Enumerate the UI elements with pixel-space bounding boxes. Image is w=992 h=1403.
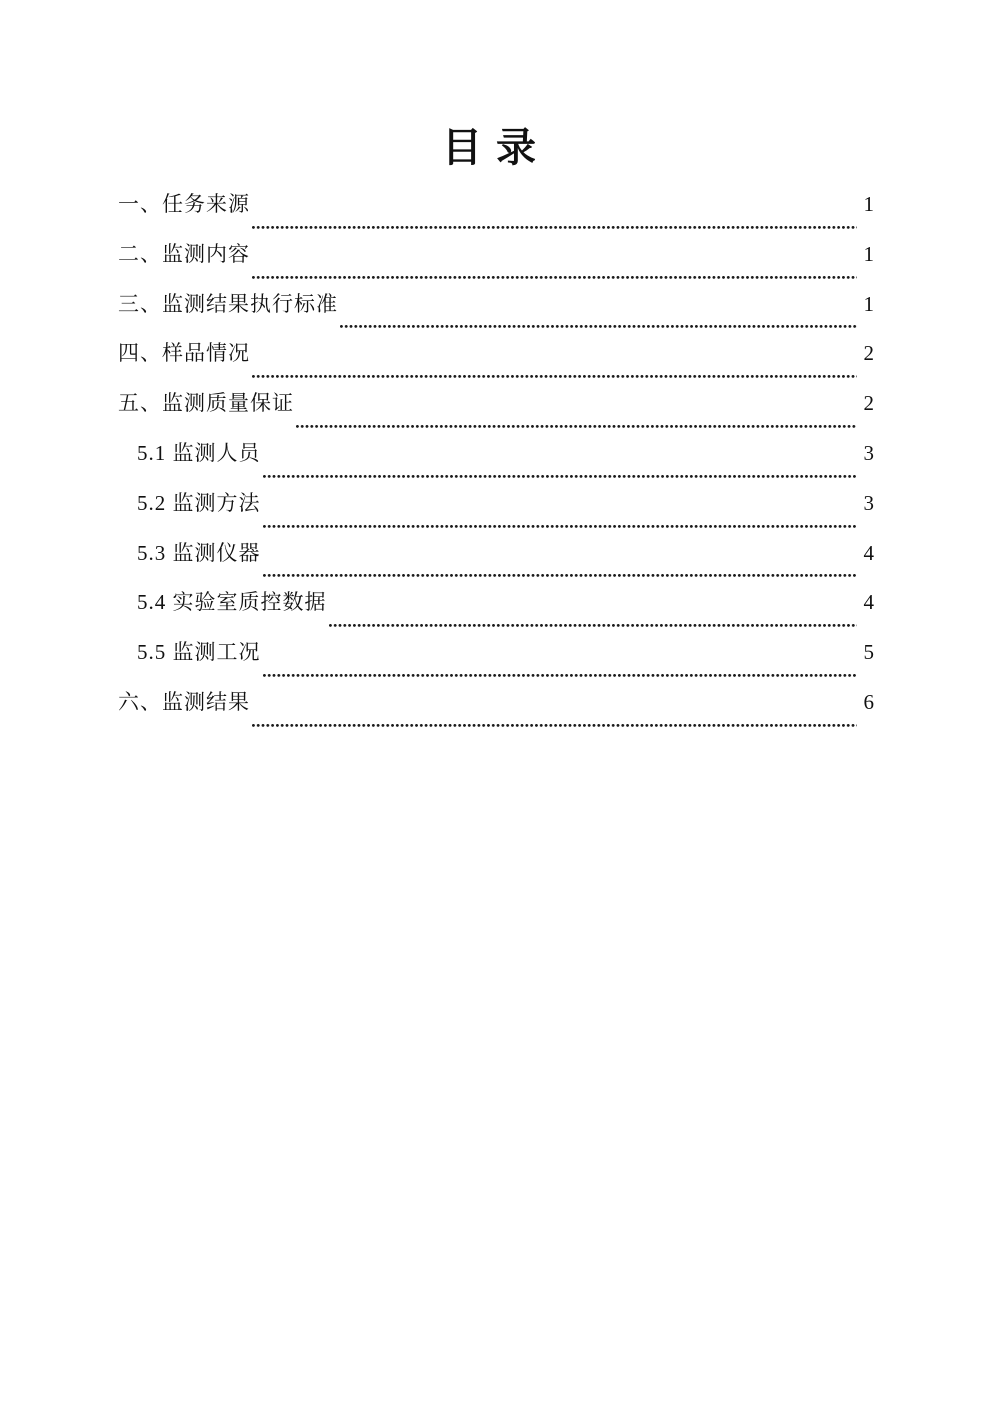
toc-page-number: 1	[863, 291, 874, 316]
toc-entry-label[interactable]: 四、样品情况	[118, 341, 250, 366]
toc-entry-label[interactable]: 5.4 实验室质控数据	[137, 590, 327, 615]
toc-entry-label[interactable]: 六、监测结果	[118, 689, 250, 714]
dotted-leader	[263, 674, 858, 677]
toc-entry-label[interactable]: 一、任务来源	[118, 192, 250, 216]
toc-entry-label[interactable]: 二、监测内容	[118, 241, 250, 266]
table-of-contents	[118, 188, 874, 736]
dotted-leader	[252, 276, 857, 279]
dotted-leader	[263, 574, 858, 577]
dotted-leader	[263, 475, 858, 478]
toc-page-number: 1	[863, 241, 874, 266]
toc-entry[interactable]	[118, 537, 874, 587]
toc-entry-label[interactable]: 三、监测结果执行标准	[118, 291, 338, 316]
page-title: 目录	[442, 125, 550, 170]
toc-page-number: 3	[863, 440, 874, 465]
dotted-leader	[252, 226, 857, 229]
dotted-leader	[263, 525, 858, 528]
toc-entry[interactable]	[118, 636, 874, 686]
dotted-leader	[329, 624, 858, 627]
toc-page-number: 1	[863, 192, 874, 216]
toc-page-number: 6	[863, 689, 874, 714]
toc-entry-label[interactable]: 5.2 监测方法	[137, 490, 261, 515]
dotted-leader	[252, 724, 857, 727]
dotted-leader	[296, 425, 857, 428]
toc-entry[interactable]	[118, 188, 874, 238]
toc-entry[interactable]	[118, 586, 874, 636]
toc-page-number: 4	[863, 590, 874, 615]
toc-entry-label[interactable]: 5.5 监测工况	[137, 640, 261, 665]
toc-entry[interactable]	[118, 337, 874, 387]
toc-page-number: 4	[863, 540, 874, 565]
toc-page-number: 2	[863, 341, 874, 366]
toc-entry[interactable]	[118, 238, 874, 288]
toc-entry-label[interactable]: 五、监测质量保证	[118, 391, 294, 416]
toc-entry[interactable]	[118, 288, 874, 338]
toc-entry[interactable]	[118, 387, 874, 437]
toc-entry[interactable]	[118, 487, 874, 537]
toc-page-number: 2	[863, 391, 874, 416]
dotted-leader	[340, 325, 857, 328]
toc-entry-label[interactable]: 5.1 监测人员	[137, 440, 261, 465]
dotted-leader	[252, 375, 857, 378]
toc-page-number: 5	[863, 640, 874, 665]
toc-page-number: 3	[863, 490, 874, 515]
toc-entry[interactable]	[118, 686, 874, 736]
toc-entry-label[interactable]: 5.3 监测仪器	[137, 540, 261, 565]
toc-entry[interactable]	[118, 437, 874, 487]
